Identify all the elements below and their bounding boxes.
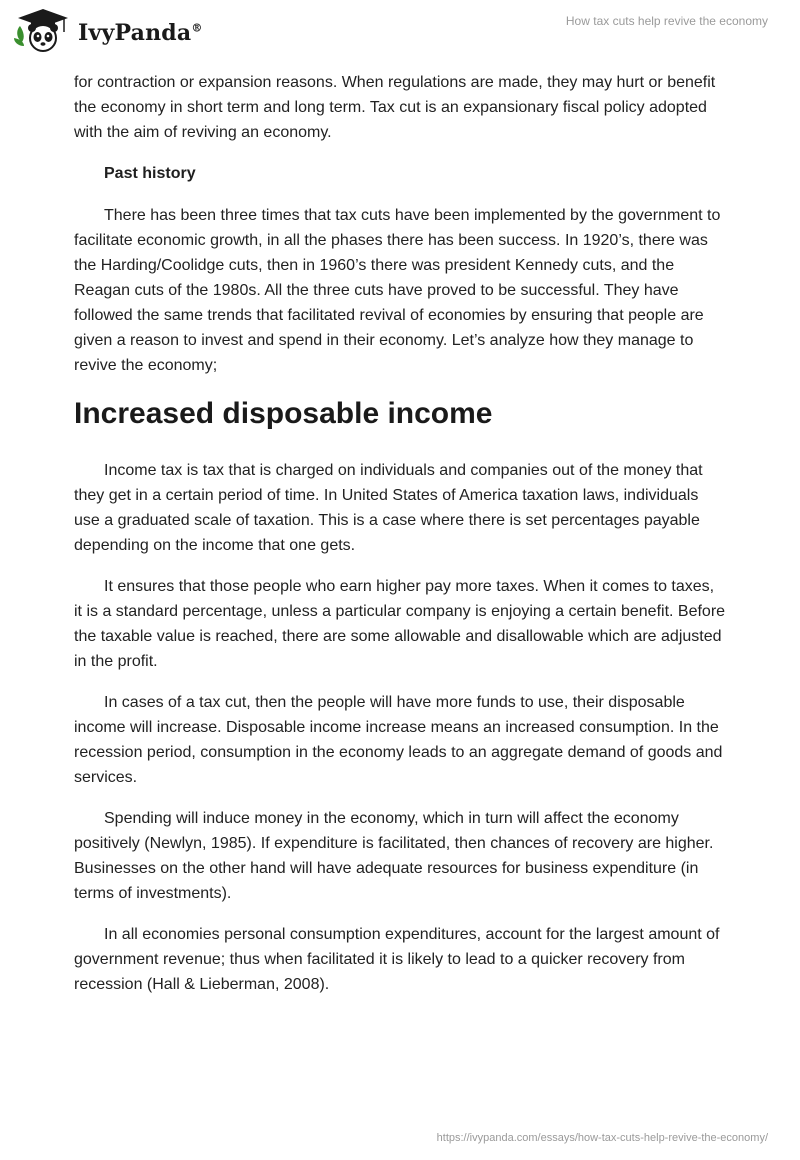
page-header [0,0,800,70]
essay-content [74,70,726,1013]
intro-paragraph: for contraction or expansion reasons. When regulations are made, they may hurt or benefit the economy in short term and long term. Tax cut is an expansionary fiscal policy adopted with the aim of reviving an economy. [74,74,716,141]
section-heading: Increased disposable income [74,397,493,430]
body-paragraph: Income tax is tax that is charged on individuals and companies out of the money that they get in a certain period of time. In United States of America taxation laws, individuals use a graduated scale of taxation. This is a case where there is set percentages payable depending on the income that one gets. [74,462,703,554]
source-url[interactable]: https://ivypanda.com/essays/how-tax-cuts-help-revive-the-economy/ [436,1132,768,1144]
brand-name: IvyPanda® [78,20,203,46]
body-paragraph: In cases of a tax cut, then the people will have more funds to use, their disposable income will increase. Disposable income increase means an increased consumption. In the recession period, consumption in the economy leads to an aggregate demand of goods and services. [74,694,723,786]
ivypanda-logo[interactable] [14,8,203,58]
body-paragraph: Spending will induce money in the economy, which in turn will affect the economy positively (Newlyn, 1985). If expenditure is facilitated, then chances of recovery are higher. Businesses on the other hand will have adequate resources for business expenditure (in terms of investments). [74,810,714,902]
page-title: How tax cuts help revive the economy [565,14,768,28]
subheading-past-history: Past history [104,165,196,182]
body-paragraph: In all economies personal consumption expenditures, account for the largest amount of government revenue; thus when facilitated it is likely to lead to a quicker recovery from recession (Hall & Lieberman, 2008). [74,926,720,993]
registered-mark: ® [191,21,203,35]
history-paragraph: There has been three times that tax cuts have been implemented by the government to facilitate economic growth, in all the phases there has been success. In 1920’s, there was the Harding/Coolidge cuts, then in 1960’s there was president Kennedy cuts, and the Reagan cuts of the 1980s. All the three cuts have proved to be successful. They have followed the same trends that facilitated revival of economies by ensuring that people are given a reason to invest and spend in their economy. Let’s analyze how they manage to revive the economy; [74,207,721,374]
body-paragraph: It ensures that those people who earn higher pay more taxes. When it comes to taxes, it is a standard percentage, unless a particular company is enjoying a certain benefit. Before the taxable value is reached, there are some allowable and disallowable which are adjusted in the profit. [74,578,726,670]
panda-graduate-icon [14,8,72,59]
